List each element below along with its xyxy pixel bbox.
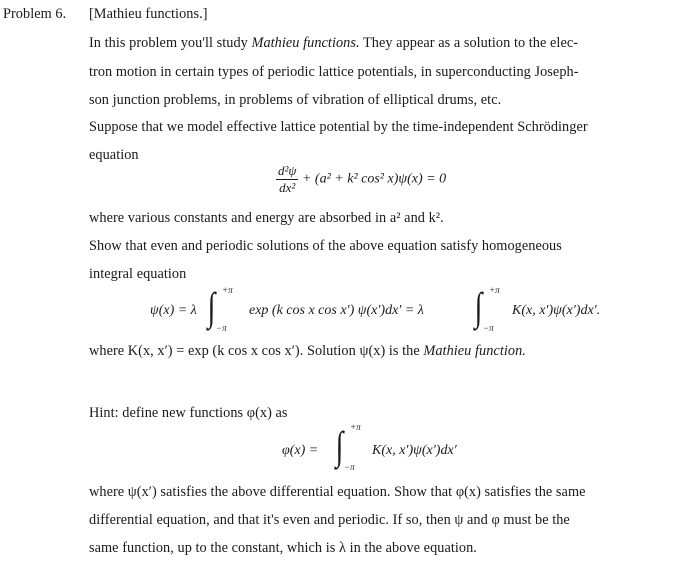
equation2-lower-limit-2: −π [483, 323, 494, 333]
para1-line1-em: Mathieu functions. [251, 35, 360, 51]
para5-em: Mathieu function. [423, 343, 526, 359]
equation1-numerator: d²ψ [278, 163, 297, 178]
para5-line1 [89, 343, 526, 360]
integral-sign-1: ∫ [207, 284, 216, 329]
para1-line1 [89, 35, 578, 52]
equation2-upper-limit-1: +π [222, 285, 233, 295]
para4-line2: integral equation [89, 266, 187, 282]
equation3-integrand: K(x, x′)ψ(x′)dx′ [372, 443, 457, 458]
para1-line3: son junction problems, in problems of vibration of elliptical drums, etc. [89, 92, 502, 108]
equation2-lhs: ψ(x) = λ [150, 303, 197, 318]
para1-line2: tron motion in certain types of periodic lattice potentials, in superconducting Joseph- [89, 64, 579, 80]
equation-phi [282, 422, 522, 472]
equation1-rest: + (a² + k² cos² x)ψ(x) = 0 [301, 171, 447, 187]
para1-line1-pre: In this problem you'll study [89, 35, 252, 51]
para6-line1: where ψ(x′) satisfies the above differential equation. Show that φ(x) satisfies the same [89, 484, 586, 500]
equation1-denominator: dx² [276, 179, 298, 196]
equation3-lhs: φ(x) = [282, 443, 319, 458]
para6-line3: same function, up to the constant, which is λ in the above equation. [89, 540, 477, 556]
equation2-upper-limit-2: +π [489, 285, 500, 295]
problem-label: Problem 6. [3, 6, 67, 22]
para2-line1: Suppose that we model effective lattice potential by the time-independent Schrödinger [89, 119, 588, 135]
para3-line1: where various constants and energy are absorbed in a² and k². [89, 210, 444, 226]
para5-pre: where K(x, x′) = exp (k cos x cos x′). Solution ψ(x) is the [89, 343, 424, 359]
para4-line1: Show that even and periodic solutions of the above equation satisfy homogeneous [89, 238, 562, 254]
equation3-lower-limit: −π [344, 462, 355, 472]
equation-schrodinger [276, 163, 446, 196]
hint-line1: Hint: define new functions φ(x) as [89, 405, 288, 421]
para6-line2: differential equation, and that it's even and periodic. If so, then ψ and φ must be the [89, 512, 570, 528]
problem-title: [Mathieu functions.] [89, 6, 208, 22]
equation-integral [150, 285, 640, 335]
para2-line2: equation [89, 147, 139, 163]
equation1-fraction [276, 163, 298, 196]
equation2-integrand-1: exp (k cos x cos x′) ψ(x′)dx′ = λ [249, 303, 424, 318]
equation2-integrand-2: K(x, x′)ψ(x′)dx′. [512, 303, 601, 318]
integral-sign-3: ∫ [335, 423, 344, 468]
equation3-upper-limit: +π [350, 422, 361, 432]
integral-sign-2: ∫ [474, 284, 483, 329]
para1-line1-post: They appear as a solution to the elec- [359, 35, 579, 51]
equation2-lower-limit-1: −π [216, 323, 227, 333]
